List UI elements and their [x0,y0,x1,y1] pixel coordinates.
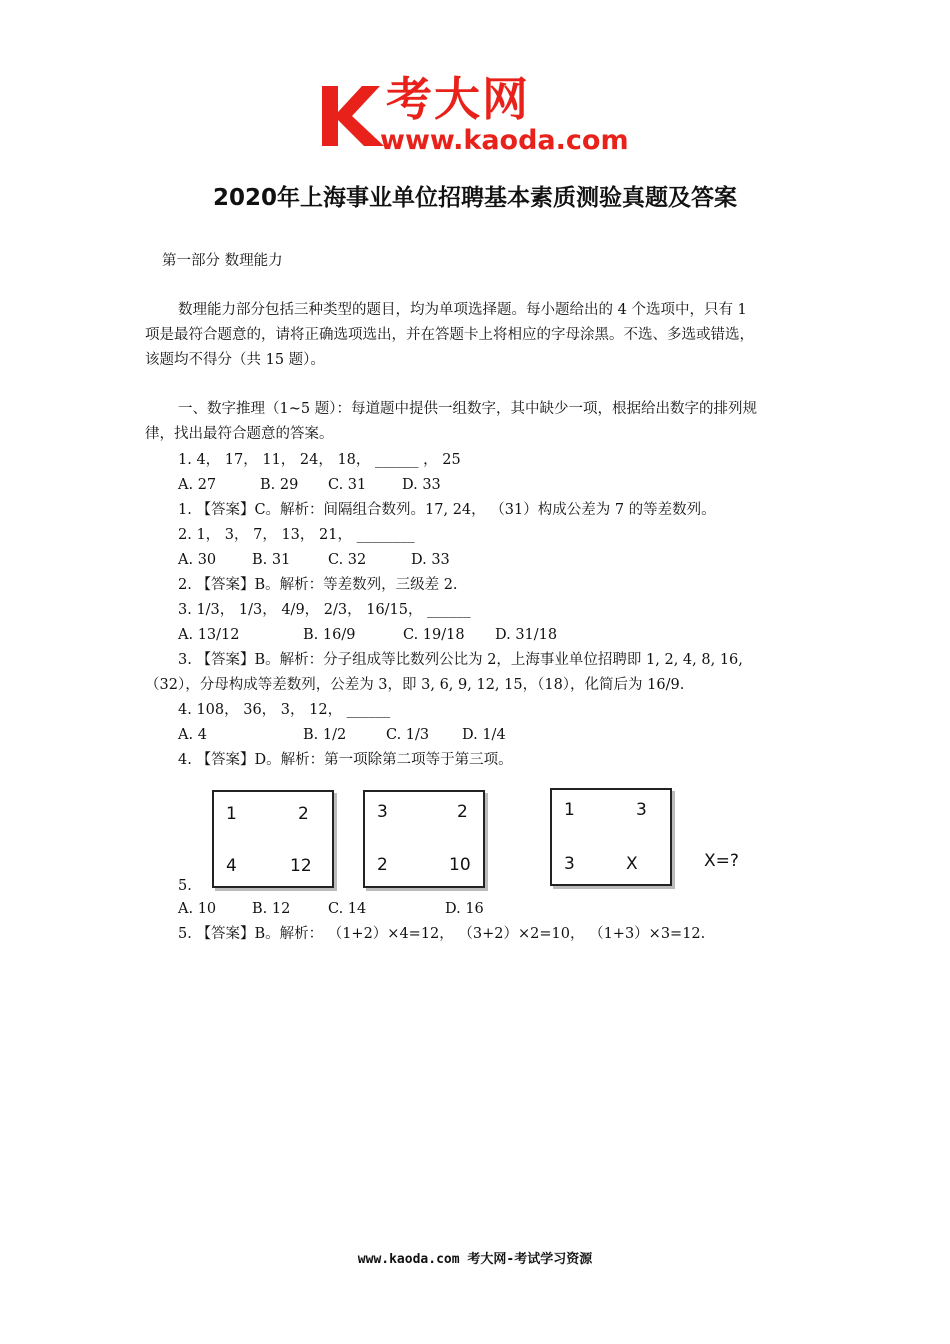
q4-answer: 4. 【答案】D。解析：第一项除第二项等于第三项。 [178,752,513,768]
intro-line-1: 数理能力部分包括三种类型的题目，均为单项选择题。每小题给出的 4 个选项中，只有 1 [178,302,747,318]
kaoda-logo [318,70,638,160]
intro-line-2: 项是最符合题意的，请将正确选项选出，并在答题卡上将相应的字母涂黑。不选、多选或错选， [145,327,754,343]
q4-option-d: D. 1/4 [462,727,506,743]
q2-option-a: A. 30 [178,552,217,568]
q4-option-b: B. 1/2 [303,727,347,743]
part-intro-line-2: 律，找出最符合题意的答案。 [145,426,334,442]
q3-answer-line-1: 3. 【答案】B。解析：分子组成等比数列公比为 2，上海事业单位招聘即 1, 2, 4, 8, 16, [178,652,743,668]
q3-option-d: D. 31/18 [495,627,558,643]
q3-option-a: A. 13/12 [178,627,240,643]
question-5: 5. [178,878,192,894]
q5-box-2 [363,790,485,888]
intro-line-3: 该题均不得分（共 15 题）。 [145,352,325,368]
q1-option-a: A. 27 [178,477,217,493]
box2-top-right: 2 [457,802,468,822]
q5-formula: X=? [704,851,739,871]
question-2: 2. 1， 3， 7， 13， 21， ________ [178,527,415,543]
box3-top-right: 3 [636,800,647,820]
box2-top-left: 3 [377,802,388,822]
q5-box-1 [212,790,334,888]
logo-url-text: www.kaoda.com [380,125,629,156]
document-title: 2020年上海事业单位招聘基本素质测验真题及答案 [212,185,737,211]
box3-top-left: 1 [564,800,575,820]
q1-option-b: B. 29 [260,477,299,493]
part-intro-line-1: 一、数字推理（1~5 题）：每道题中提供一组数字，其中缺少一项，根据给出数字的排列规 [178,401,757,417]
box1-bottom-left: 4 [226,856,237,876]
q2-answer: 2. 【答案】B。解析：等差数列，三级差 2. [178,577,458,593]
box1-top-right: 2 [298,804,309,824]
question-3: 3. 1/3， 1/3， 4/9， 2/3， 16/15， ______ [178,602,471,618]
q4-option-c: C. 1/3 [386,727,430,743]
q3-answer-line-2: （32），分母构成等差数列，公差为 3，即 3, 6, 9, 12, 15，（18），化简后为 16/9. [145,677,685,693]
page-footer: www.kaoda.com 考大网-考试学习资源 [357,1252,593,1267]
q5-option-b: B. 12 [252,901,291,917]
q1-option-c: C. 31 [328,477,367,493]
q5-answer: 5. 【答案】B。解析： （1+2）×4=12， （3+2）×2=10， （1+3）×3=12. [178,926,706,942]
box1-bottom-right: 12 [290,856,312,876]
q1-answer: 1. 【答案】C。解析：间隔组合数列。17, 24， （31）构成公差为 7 的等差数列。 [178,502,716,518]
q5-option-c: C. 14 [328,901,367,917]
q4-option-a: A. 4 [178,727,207,743]
box2-bottom-right: 10 [449,855,471,875]
q3-option-b: B. 16/9 [303,627,356,643]
q3-option-c: C. 19/18 [403,627,465,643]
box2-bottom-left: 2 [377,855,388,875]
question-4: 4. 108， 36， 3， 12， ______ [178,702,391,718]
logo-chinese-text: 考大网 [386,72,530,126]
question-1: 1. 4， 17， 11， 24， 18， ______ ， 25 [178,452,461,468]
q2-option-d: D. 33 [411,552,450,568]
q5-option-d: D. 16 [445,901,484,917]
q5-option-a: A. 10 [178,901,217,917]
section-heading: 第一部分 数理能力 [162,253,283,269]
q2-option-c: C. 32 [328,552,367,568]
box3-bottom-right: X [626,854,638,874]
q1-option-d: D. 33 [402,477,441,493]
q2-option-b: B. 31 [252,552,291,568]
box3-bottom-left: 3 [564,854,575,874]
box1-top-left: 1 [226,804,237,824]
q5-box-3 [550,788,672,886]
